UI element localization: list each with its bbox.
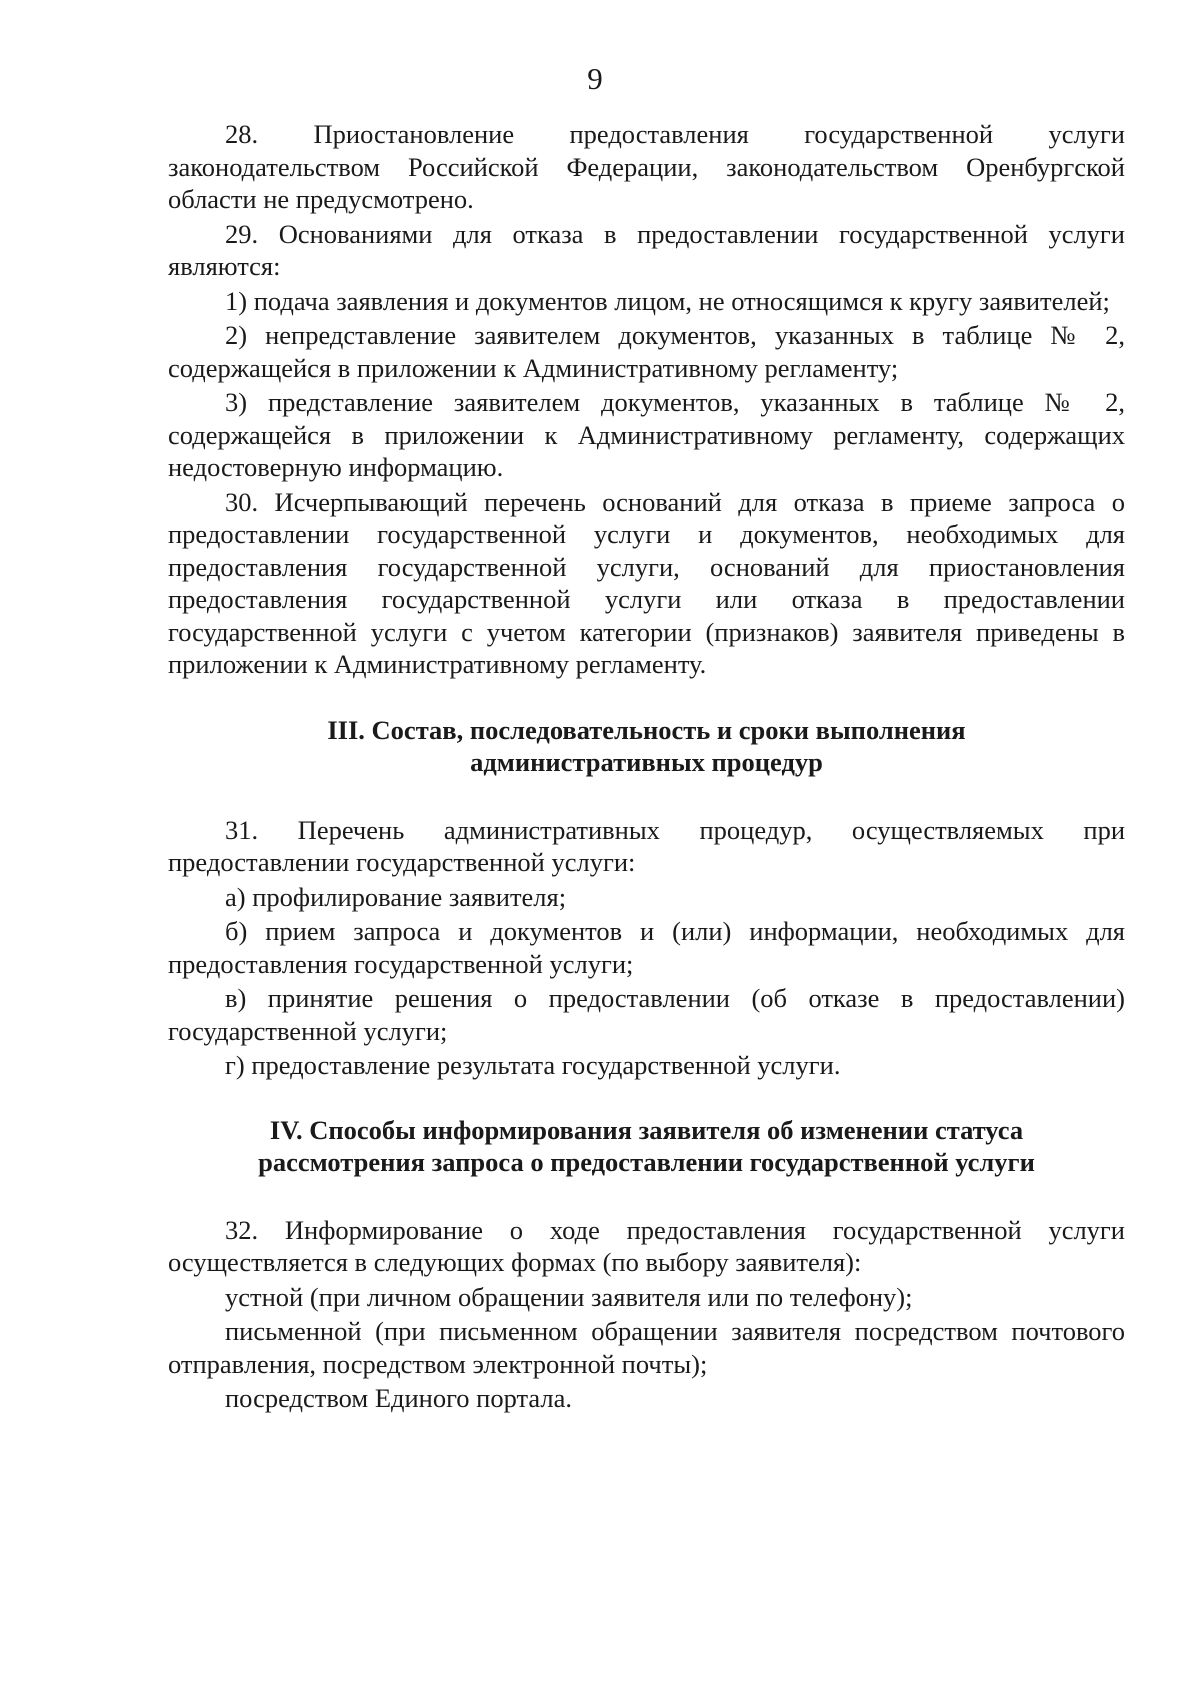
page-number: 9 — [587, 61, 603, 96]
paragraph-29: 29. Основаниями для отказа в предоставлении государственной услуги являются: — [168, 218, 1125, 281]
paragraph-32: 32. Информирование о ходе предоставления государственной услуги осуществляется в следующих формах (по выбору заявителя): — [168, 1214, 1125, 1277]
section-3-heading — [168, 714, 1125, 778]
paragraph-31-item-a: а) профилирование заявителя; — [225, 881, 567, 912]
paragraph-31-item-b: б) прием запроса и документов и (или) информации, необходимых для предоставления государственной услуги; — [168, 916, 1125, 979]
section-4-heading — [168, 1114, 1125, 1178]
paragraph-32-form-portal: посредством Единого портала. — [225, 1383, 573, 1413]
paragraph-31-item-g: г) предоставление результата государственной услуги. — [225, 1050, 841, 1080]
section-3-heading-line-2: административных процедур — [470, 746, 823, 777]
section-4-heading-line-2: рассмотрения запроса о предоставлении государственной услуги — [258, 1146, 1035, 1177]
paragraph-32-form-oral: устной (при личном обращении заявителя или по телефону); — [225, 1281, 913, 1312]
paragraph-31-item-v: в) принятие решения о предоставлении (об отказе в предоставлении) государственной услуги; — [168, 983, 1125, 1046]
paragraph-31: 31. Перечень административных процедур, осуществляемых при предоставлении государственной услуги: — [168, 814, 1125, 877]
section-4-heading-line-1: IV. Способы информирования заявителя об изменении статуса — [269, 1114, 1024, 1145]
section-3-heading-line-1: III. Состав, последовательность и сроки выполнения — [327, 714, 966, 745]
paragraph-28: 28. Приостановление предоставления государственной услуги законодательством Российской Федерации, законодательством Оренбургской области не предусмотрено. — [168, 119, 1125, 214]
paragraph-32-form-written: письменной (при письменном обращении заявителя посредством почтового отправления, посредством электронной почты); — [168, 1316, 1125, 1379]
paragraph-29-item-2: 2) непредставление заявителем документов, указанных в таблице № 2, содержащейся в приложении к Административному регламенту; — [168, 320, 1125, 383]
paragraph-29-item-3: 3) представление заявителем документов, указанных в таблице № 2, содержащейся в приложении к Административному регламенту, содержащих недостоверную информацию. — [168, 387, 1125, 482]
document-body — [168, 118, 1125, 1417]
paragraph-30: 30. Исчерпывающий перечень оснований для отказа в приеме запроса о предоставлении государственной услуги и документов, необходимых для предоставления государственной услуги, оснований для приостановления предоставления государственной услуги или отказа в предоставлении государственной услуги с учетом категории (признаков) заявителя приведены в приложении к Административному регламенту. — [168, 486, 1125, 679]
paragraph-29-item-1: 1) подача заявления и документов лицом, не относящимся к кругу заявителей; — [225, 285, 1110, 316]
